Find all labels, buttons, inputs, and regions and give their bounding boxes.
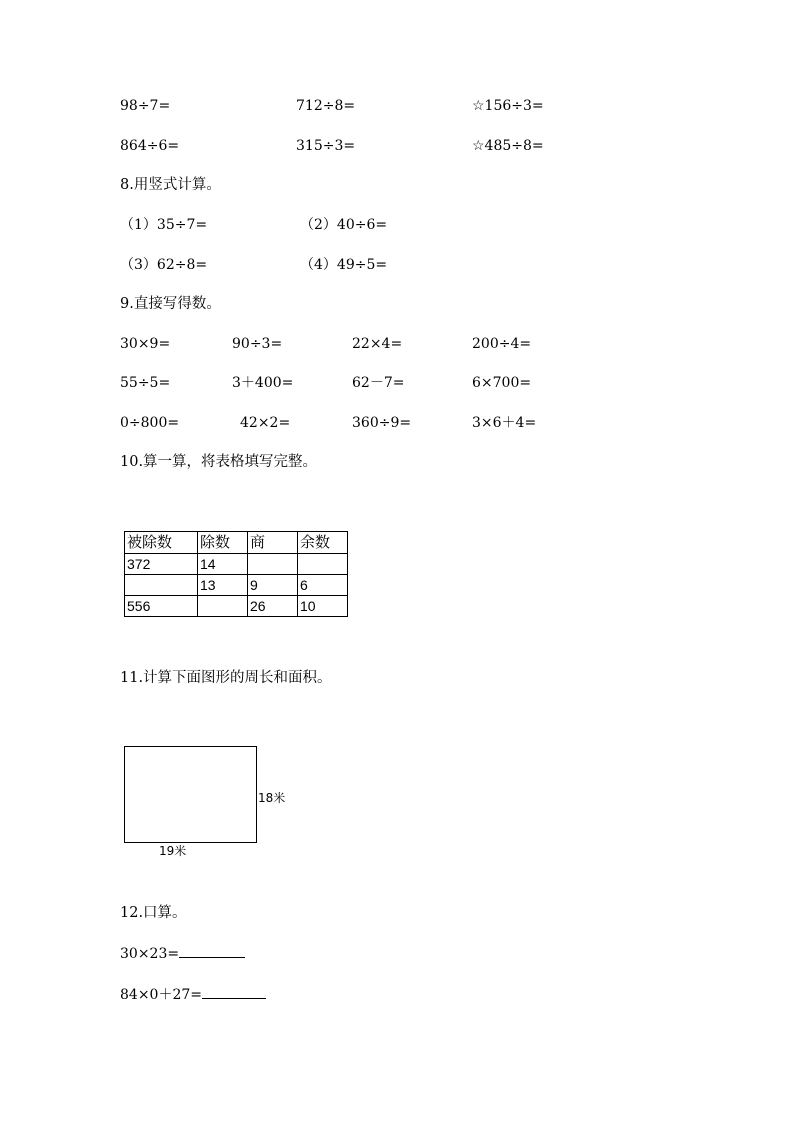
table-row bbox=[125, 596, 348, 617]
problem: 0÷800= bbox=[120, 415, 180, 431]
problem: 62－7= bbox=[352, 375, 405, 391]
problem: 84×0＋27= bbox=[120, 987, 202, 1003]
table-cell: 6 bbox=[298, 575, 348, 596]
problem: 315÷3= bbox=[296, 138, 356, 154]
table-cell: 14 bbox=[198, 554, 248, 575]
section-title: 10.算一算，将表格填写完整。 bbox=[120, 454, 318, 470]
table-cell: 13 bbox=[198, 575, 248, 596]
problem: 712÷8= bbox=[296, 98, 356, 114]
header-cell: 余数 bbox=[298, 532, 348, 554]
problem: ☆485÷8= bbox=[472, 138, 544, 154]
table-cell: 372 bbox=[125, 554, 198, 575]
answer-line bbox=[120, 945, 245, 961]
header-cell: 商 bbox=[248, 532, 298, 554]
section-title: 12.口算。 bbox=[120, 905, 187, 921]
problem: 30×9= bbox=[120, 336, 171, 352]
problem: 3×6＋4= bbox=[472, 415, 537, 431]
table-cell bbox=[298, 554, 348, 575]
problem: 55÷5= bbox=[120, 375, 171, 391]
section-title: 9.直接写得数。 bbox=[120, 296, 221, 312]
table-header-row bbox=[125, 532, 348, 554]
answer-blank[interactable] bbox=[202, 986, 266, 999]
answer-blank[interactable] bbox=[179, 945, 245, 958]
section-title: 11.计算下面图形的周长和面积。 bbox=[120, 670, 332, 686]
problem: ☆156÷3= bbox=[472, 98, 544, 114]
problem: 360÷9= bbox=[352, 415, 412, 431]
table-row bbox=[125, 575, 348, 596]
table-cell bbox=[248, 554, 298, 575]
table-cell: 26 bbox=[248, 596, 298, 617]
problem: （3）62÷8= bbox=[120, 257, 208, 273]
table-cell bbox=[125, 575, 198, 596]
problem: 6×700= bbox=[472, 375, 532, 391]
problem: 90÷3= bbox=[232, 336, 283, 352]
problem: 200÷4= bbox=[472, 336, 532, 352]
width-label: 19米 bbox=[159, 844, 187, 858]
table-cell: 10 bbox=[298, 596, 348, 617]
rectangle-figure bbox=[124, 746, 257, 843]
problem: 98÷7= bbox=[120, 98, 171, 114]
answer-line bbox=[120, 986, 266, 1002]
problem: （1）35÷7= bbox=[120, 217, 208, 233]
problem: 42×2= bbox=[240, 415, 291, 431]
section-title: 8.用竖式计算。 bbox=[120, 177, 221, 193]
problem: 3＋400= bbox=[232, 375, 294, 391]
problem: （2）40÷6= bbox=[300, 217, 388, 233]
problem: 22×4= bbox=[352, 336, 403, 352]
problem: 30×23= bbox=[120, 946, 180, 962]
table-row bbox=[125, 554, 348, 575]
table-cell bbox=[198, 596, 248, 617]
table-cell: 9 bbox=[248, 575, 298, 596]
problem: 864÷6= bbox=[120, 138, 180, 154]
division-table bbox=[124, 531, 348, 617]
table-cell: 556 bbox=[125, 596, 198, 617]
header-cell: 被除数 bbox=[125, 532, 198, 554]
problem: （4）49÷5= bbox=[300, 257, 388, 273]
header-cell: 除数 bbox=[198, 532, 248, 554]
height-label: 18米 bbox=[258, 791, 286, 805]
